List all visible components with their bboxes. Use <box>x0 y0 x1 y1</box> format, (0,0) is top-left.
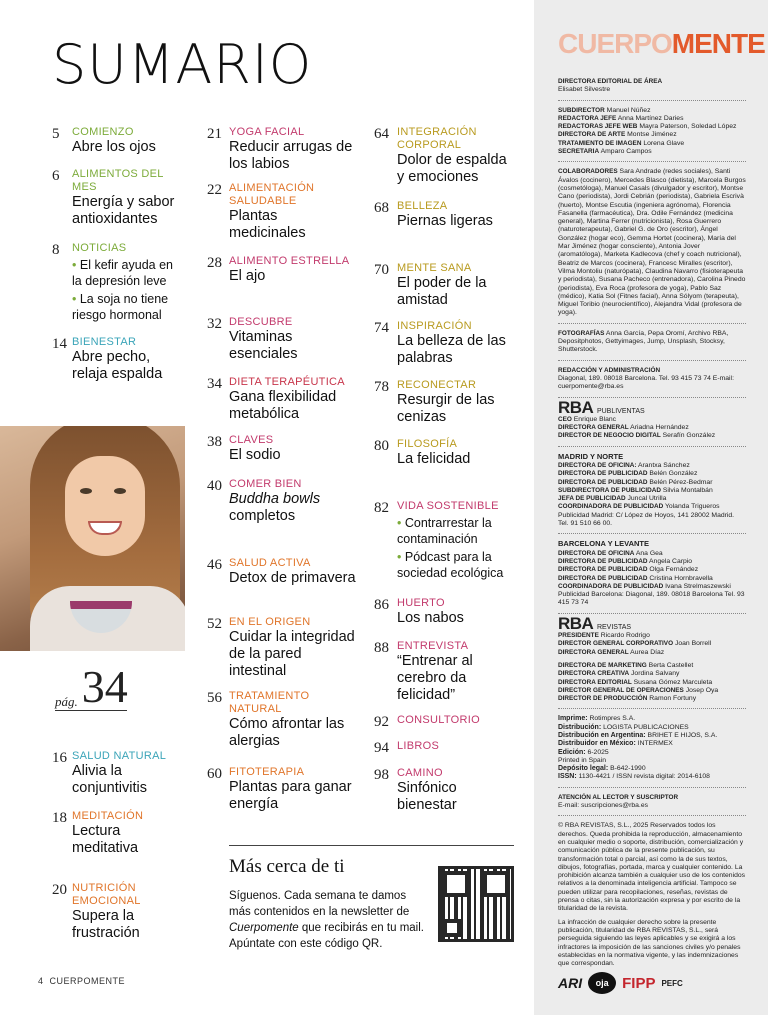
masthead-director: DIRECTORA EDITORIAL DE ÁREA Elisabet Silvestre <box>558 78 746 101</box>
entry-page-number: 8 <box>52 242 60 258</box>
entry-section: MEDITACIÓN <box>72 810 144 822</box>
entry-title: “Entrenar al cerebro da felicidad” <box>397 653 473 703</box>
toc-entry[interactable] <box>374 640 517 704</box>
masthead-row: COORDINADORA DE PUBLICIDAD Ivana Strelmaszewski <box>558 582 731 590</box>
toc-entry[interactable] <box>374 379 517 426</box>
masthead-row: DIRECTORA DE PUBLICIDAD Belén González <box>558 470 698 478</box>
masthead-row: DIRECTORA DE PUBLICIDAD Olga Fernández <box>558 566 699 574</box>
page-ref-label: pág. <box>55 694 78 709</box>
entry-section: CAMINO <box>397 767 443 779</box>
entry-section: BIENESTAR <box>72 336 137 348</box>
entry-page-number: 86 <box>374 597 389 613</box>
entry-section: FILOSOFÍA <box>397 438 458 450</box>
cover-photo <box>0 426 185 651</box>
entry-section: SALUD ACTIVA <box>229 557 311 569</box>
entry-section: MENTE SANA <box>397 262 472 274</box>
entry-section: LIBROS <box>397 740 440 752</box>
entry-section: INSPIRACIÓN <box>397 320 472 332</box>
entry-page-number: 64 <box>374 126 389 142</box>
masthead-row: DIRECTORA GENERAL Ariadna Hernández <box>558 424 689 432</box>
revistas-staff-2 <box>558 662 746 709</box>
print-info <box>558 715 746 787</box>
toc-entry[interactable] <box>374 714 517 730</box>
masthead-row: DIRECTORA DE ARTE Montse Jiménez <box>558 131 677 139</box>
entry-title: Plantas para ganar energía <box>229 779 352 812</box>
masthead-row: Printed in Spain <box>558 756 606 764</box>
masthead-row: SUBDIRECTORA DE PUBLICIDAD Silvia Montalbán <box>558 486 713 494</box>
toc-entry[interactable] <box>207 766 357 813</box>
toc-entry[interactable] <box>374 500 517 581</box>
newsletter-text: Síguenos. Cada semana te damos más contenidos en la newsletter de Cuerpomente que recibirás en tu mail. Apúntate con este código QR. <box>229 890 424 950</box>
masthead-row: Distribución en Argentina: BRIHET E HIJOS, S.A. <box>558 732 718 739</box>
entry-title: Supera la frustración <box>72 908 140 941</box>
masthead-row: JEFA DE PUBLICIDAD Juncal Utrilla <box>558 495 667 503</box>
masthead-row: Distribución: LOGISTA PUBLICACIONES <box>558 723 689 731</box>
entry-section: DESCUBRE <box>229 316 293 328</box>
entry-section: HUERTO <box>397 597 445 609</box>
masthead-row: DIRECTOR GENERAL CORPORATIVO Joan Borrell <box>558 640 712 648</box>
toc-entry[interactable] <box>207 376 357 423</box>
entry-page-number: 34 <box>207 376 222 392</box>
entry-title: Piernas ligeras <box>397 213 493 229</box>
masthead-row: DIRECTORA CREATIVA Jordina Salvany <box>558 670 680 678</box>
entry-page-number: 5 <box>52 126 60 142</box>
entry-section: ALIMENTO ESTRELLA <box>229 255 350 267</box>
entry-section: CONSULTORIO <box>397 714 480 726</box>
toc-entry[interactable] <box>374 126 517 186</box>
masthead-row: DIRECTORA DE PUBLICIDAD Belén Pérez-Bedmar <box>558 478 713 486</box>
toc-entry[interactable] <box>207 690 357 750</box>
masthead-row: DIRECTORA DE MARKETING Berta Castellet <box>558 661 694 669</box>
entry-title: Lectura meditativa <box>72 823 139 856</box>
entry-title: Vitaminas esenciales <box>229 329 298 362</box>
masthead-row: DIRECTORA DE OFICINA: Arantxa Sánchez <box>558 461 690 469</box>
madrid-office: MADRID Y NORTE DIRECTORA DE OFICINA: Arantxa Sánchez DIRECTORA DE PUBLICIDAD Belén González DIRECTORA DE PUBLICIDAD Belén Pérez-Bedmar SUBDIRECTORA DE PUBLICIDAD Silvia Montalbán JEFA DE PUBLICIDAD Juncal Utrilla COORDINADORA DE PUBLICIDAD Yolanda Trigueros Publicidad Madrid: C/ López de Hoyos, 141 28002 Madrid. Tel. 91 510 66 00. <box>558 453 746 535</box>
masthead-row: DIRECTORA DE OFICINA Ana Gea <box>558 549 663 557</box>
entry-section: BELLEZA <box>397 200 448 212</box>
masthead-row: DIRECTOR DE PRODUCCIÓN Ramon Fortuny <box>558 695 697 703</box>
rba-publiventas-logo: RBA PUBLIVENTAS <box>558 397 645 417</box>
entry-section: ENTREVISTA <box>397 640 469 652</box>
masthead-row: ISSN: 1130-4421 / ISSN revista digital: 2014-6108 <box>558 773 710 781</box>
masthead-row: COORDINADORA DE PUBLICIDAD Yolanda Trigueros <box>558 503 720 511</box>
entry-title: Reducir arrugas de los labios <box>229 139 353 172</box>
entry-title: El sodio <box>229 447 281 463</box>
masthead-row: REDACTORA JEFE Anna Martínez Daries <box>558 114 684 122</box>
toc-entry[interactable] <box>207 126 357 173</box>
entry-page-number: 46 <box>207 557 222 573</box>
entry-page-number: 38 <box>207 434 222 450</box>
toc-entry[interactable] <box>207 616 357 680</box>
qr-code[interactable] <box>438 866 514 942</box>
barcelona-office: BARCELONA Y LEVANTE DIRECTORA DE OFICINA Ana Gea DIRECTORA DE PUBLICIDAD Angela Carpio DIRECTORA DE PUBLICIDAD Olga Fernández DIRECTORA DE PUBLICIDAD Cristina Hornbravella COORDINADORA DE PUBLICIDAD Ivana Strelmaszewski Publicidad Barcelona: Diagonal, 189. 08018 Barcelona Tel. 93 415 73 74 <box>558 540 746 613</box>
page-ref-number: 34 <box>81 661 128 712</box>
oja-logo: oja <box>588 972 616 994</box>
entry-title: Sinfónico bienestar <box>397 780 457 813</box>
masthead-row: Depósito legal: B-642-1990 <box>558 765 646 773</box>
entry-bullet: • El kefir ayuda en la depresión leve <box>72 258 173 288</box>
publiventas-staff <box>558 416 746 447</box>
photo-page-ref <box>55 661 128 712</box>
masthead-row: REDACTORAS JEFE WEB Mayra Paterson, Soledad López <box>558 123 737 131</box>
legal-notice: © RBA REVISTAS, S.L., 2025 Reservados todos los derechos. Queda prohibida la reproducción, almacenamiento en cualquier medio o soporte, distribución, comercialización y comunicación pública de la presente publicación, su transformación total o parcial, así como la de sus textos, dibujos, fotografías, portada, marca y cualquier contenido. La prohibición alcanza también a cualquier uso de los contenidos relativos a la denominada inteligencia artificial. Tampoco se pueden utilizar para recopilaciones, reseñas, revistas de prensa o citas, sin la autorización expresa y por escrito de la titularidad de la revista. <box>558 822 746 913</box>
entry-title: Resurgir de las cenizas <box>397 392 495 425</box>
entry-page-number: 80 <box>374 438 389 454</box>
ari-logo: ARI <box>558 975 583 991</box>
entry-page-number: 70 <box>374 262 389 278</box>
toc-entry[interactable] <box>207 434 357 464</box>
masthead-sidebar <box>534 0 768 1015</box>
toc-entry[interactable] <box>207 478 357 525</box>
entry-page-number: 82 <box>374 500 389 516</box>
toc-entry[interactable] <box>374 597 517 627</box>
revistas-staff <box>558 632 746 657</box>
masthead-row: CEO Enrique Blanc <box>558 415 617 423</box>
entry-page-number: 28 <box>207 255 222 271</box>
entry-title: El poder de la amistad <box>397 275 487 308</box>
entry-section: FITOTERAPIA <box>229 766 305 778</box>
toc-entry[interactable] <box>52 882 184 942</box>
entry-section: VIDA SOSTENIBLE <box>397 500 499 512</box>
toc-entry[interactable] <box>207 255 357 285</box>
newsletter-heading: Más cerca de ti <box>229 856 345 877</box>
entry-section: NOTICIAS <box>72 242 127 254</box>
entry-bullet: • Contrarrestar la contaminación <box>397 516 492 546</box>
masthead-row: DIRECTOR GENERAL DE OPERACIONES Josep Oya <box>558 686 719 694</box>
entry-title: completos <box>229 508 296 524</box>
entry-title: El ajo <box>229 268 266 284</box>
masthead-row: DIRECTOR DE NEGOCIO DIGITAL Serafín González <box>558 432 716 440</box>
masthead-photos: FOTOGRAFÍAS Anna García, Pepa Oromí, Archivo RBA, Depositphotos, Gettyimages, Jump, Unsplash, Stocksy, Shutterstock. <box>558 330 746 361</box>
masthead-row: DIRECTORA DE PUBLICIDAD Angela Carpio <box>558 557 693 565</box>
masthead-row: SUBDIRECTOR Manuel Núñez <box>558 106 651 114</box>
entry-bullet: • La soja no tiene riesgo hormonal <box>72 292 169 322</box>
entry-page-number: 68 <box>374 200 389 216</box>
entry-title: Energía y sabor antioxidantes <box>72 194 175 227</box>
entry-bullet: • Pódcast para la sociedad ecológica <box>397 550 504 580</box>
entry-page-number: 6 <box>52 168 60 184</box>
page-title: SUMARIO <box>52 33 313 96</box>
entry-title: La felicidad <box>397 451 471 467</box>
toc-entry[interactable] <box>52 336 184 383</box>
toc-entry[interactable] <box>374 320 517 367</box>
toc-entry[interactable] <box>52 750 184 797</box>
entry-title: Abre pecho, relaja espalda <box>72 349 163 382</box>
toc-entry[interactable] <box>207 316 357 363</box>
entry-page-number: 78 <box>374 379 389 395</box>
toc-entry[interactable] <box>374 438 517 468</box>
entry-page-number: 56 <box>207 690 222 706</box>
entry-page-number: 60 <box>207 766 222 782</box>
entry-title: La belleza de las palabras <box>397 333 506 366</box>
masthead-row: Distribuidor en México: INTERMEX <box>558 740 673 748</box>
toc-entry[interactable] <box>52 242 184 323</box>
entry-section: CLAVES <box>229 434 274 446</box>
masthead-staff <box>558 107 746 163</box>
entry-page-number: 21 <box>207 126 222 142</box>
entry-section: ALIMENTACIÓN SALUDABLE <box>229 182 315 207</box>
entry-page-number: 52 <box>207 616 222 632</box>
entry-page-number: 40 <box>207 478 222 494</box>
entry-page-number: 74 <box>374 320 389 336</box>
masthead-row: DIRECTORA DE PUBLICIDAD Cristina Hornbravella <box>558 574 713 582</box>
masthead-row: DIRECTORA EDITORIAL Susana Gómez Marculeta <box>558 678 713 686</box>
cuerpomente-logo: CUERPOMENTE <box>558 28 765 59</box>
entry-section: ALIMENTOS DEL MES <box>72 168 164 193</box>
legal-notice-2: La infracción de cualquier derecho sobre la presente publicación, titularidad de RBA REVISTAS, S.L., será perseguida siguiendo las leyes aplicables y se exigirá a los infractores la imposición de las sanciones civiles y/o penales establecidas en la normativa vigente, y las indemnizaciones que correspondan. <box>558 918 741 968</box>
divider <box>55 710 127 711</box>
entry-title: Los nabos <box>397 610 464 626</box>
toc-entry[interactable] <box>52 810 184 857</box>
entry-title: Dolor de espalda y emociones <box>397 152 507 185</box>
entry-title: Detox de primavera <box>229 570 356 586</box>
entry-page-number: 20 <box>52 882 67 898</box>
pefc-logo: PEFC <box>661 978 683 988</box>
masthead-row: Edición: 6-2025 <box>558 748 609 756</box>
entry-section: TRATAMIENTO NATURAL <box>229 690 310 715</box>
entry-page-number: 14 <box>52 336 67 352</box>
entry-title: Cómo afrontar las alergias <box>229 716 345 749</box>
entry-page-number: 88 <box>374 640 389 656</box>
entry-section: COMER BIEN <box>229 478 302 490</box>
entry-section: DIETA TERAPÉUTICA <box>229 376 345 388</box>
entry-section: EN EL ORIGEN <box>229 616 311 628</box>
masthead-address: REDACCIÓN Y ADMINISTRACIÓN Diagonal, 189. 08018 Barcelona. Tel. 93 415 73 74 E-mail: cuerpomente@rba.es <box>558 367 746 398</box>
entry-section: YOGA FACIAL <box>229 126 305 138</box>
entry-section: SALUD NATURAL <box>72 750 167 762</box>
page-footer <box>38 976 125 986</box>
entry-page-number: 92 <box>374 714 389 730</box>
folio: 4 <box>38 976 44 986</box>
entry-page-number: 98 <box>374 767 389 783</box>
rba-revistas-logo: RBA REVISTAS <box>558 613 632 633</box>
entry-page-number: 16 <box>52 750 67 766</box>
footer-brand: CUERPOMENTE <box>49 976 126 986</box>
entry-page-number: 94 <box>374 740 389 756</box>
entry-section: COMIENZO <box>72 126 134 138</box>
entry-title: Abre los ojos <box>72 139 156 155</box>
entry-page-number: 22 <box>207 182 222 198</box>
toc-entry[interactable] <box>52 168 184 228</box>
entry-title: Gana flexibilidad metabólica <box>229 389 337 422</box>
masthead-row: PRESIDENTE Ricardo Rodrigo <box>558 632 650 640</box>
masthead-row: DIRECTORA GENERAL Aurea Díaz <box>558 648 665 656</box>
toc-entry[interactable] <box>374 767 517 814</box>
fipp-logo: FIPP <box>622 974 656 992</box>
toc-entry[interactable] <box>374 740 517 756</box>
toc-entry[interactable] <box>374 200 517 230</box>
entry-section: RECONECTAR <box>397 379 477 391</box>
publisher-logos <box>558 970 748 996</box>
entry-section: NUTRICIÓN EMOCIONAL <box>72 882 141 907</box>
toc-entry[interactable] <box>207 557 357 587</box>
entry-title-italic: Buddha bowls <box>229 491 321 507</box>
masthead-row: TRATAMIENTO DE IMAGEN Lorena Glave <box>558 139 685 147</box>
entry-title: Plantas medicinales <box>229 208 306 241</box>
entry-title: Alivia la conjuntivitis <box>72 763 147 796</box>
entry-page-number: 18 <box>52 810 67 826</box>
entry-page-number: 32 <box>207 316 222 332</box>
toc-entry[interactable] <box>374 262 517 309</box>
masthead-row: Imprime: Rotimpres S.A. <box>558 715 636 723</box>
entry-section: INTEGRACIÓN CORPORAL <box>397 126 477 151</box>
toc-entry[interactable] <box>52 126 184 156</box>
toc-entry[interactable] <box>207 182 357 242</box>
entry-title: Cuidar la integridad de la pared intestinal <box>229 629 355 679</box>
masthead-row: SECRETARIA Amparo Campos <box>558 148 652 156</box>
masthead-collaborators: COLABORADORES Sara Andrade (redes sociales), Santi Ávalos (cocinero), Mercedes Blasco (dietista), Marcela Burgos (cosmetóloga), Manuel Casals (divulgador y escritor), Montse Cano (periodista), Jordi Cebrián (periodista), Gabriela Escrivà (huerto), Montse Escutia (ingeniera agrónoma), Florencia Fasanella (farmacéutica), Dra. Odile Fernández (medicina general), Martina Ferrer (nutricionista), Rosa Guerrero (naturoterapeuta), Gabriel G. de Oro (escritor), Ángel González (hogar eco), Gemma Hortet (cocinera), María del Mar Jiménez (hogar consciente), Antonia Jover (aromatóloga), Marketa Kadlecova (chef y coach nutricional), Beatriz de Marcos (cocinera), Francesc Miralles (escritor), Vilma Montoliu (naturópata), Claudina Navarro (fisioterapeuta y periodista), Susana Pacheco (entrenadora), Carolina Pinedo (periodista), Eva Roca (profesora de yoga), Pablo Saz (médico), Katia Sol (Fitnes facial), Anna Sólyom (terapeuta), Miguel Toribio (neurocientífico), Alejandra Vidal (profesora de yoga). <box>558 168 746 323</box>
reader-service: ATENCIÓN AL LECTOR Y SUSCRIPTOR E-mail: suscripciones@rba.es <box>558 794 746 817</box>
